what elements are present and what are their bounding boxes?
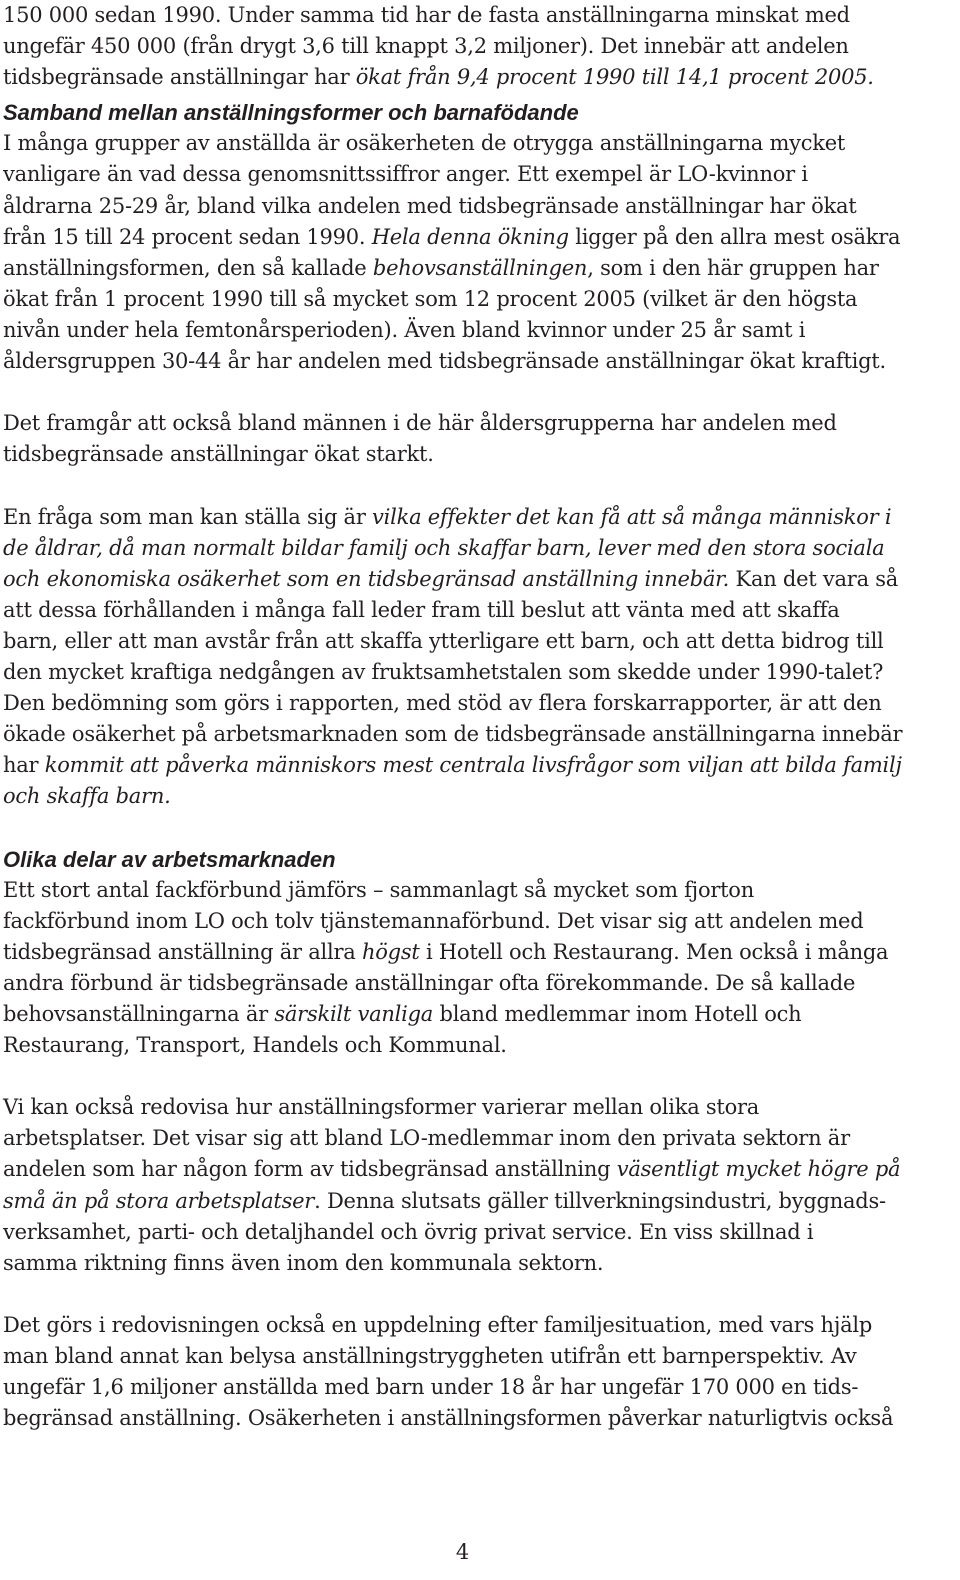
italic-emphasis: särskilt vanliga <box>274 1002 434 1026</box>
italic-emphasis: behovsanställningen <box>372 255 588 280</box>
text-line <box>3 533 955 564</box>
text-line: behovsanställningarna är särskilt vanliga bland medlemmar inom Hotell och <box>3 1002 802 1026</box>
italic-emphasis: Hela denna ökning <box>371 224 569 249</box>
text-line: arbetsplatser. Det visar sig att bland LO-medlemmar inom den privata sektorn är <box>3 1126 850 1151</box>
text-line: anställningsformen, den så kallade behovsanställningen, som i den här gruppen har <box>3 255 879 280</box>
paragraph-samband-2 <box>3 408 955 470</box>
section-heading-olika-delar: Olika delar av arbetsmarknaden <box>3 846 336 872</box>
italic-emphasis: väsentligt mycket högre på <box>616 1157 901 1182</box>
text-line: man bland annat kan belysa anställningstryggheten utifrån ett barnperspektiv. Av <box>3 1344 857 1369</box>
text-line: ungefär 450 000 (från drygt 3,6 till knappt 3,2 miljoner). Det innebär att andelen <box>3 34 849 59</box>
text-line: små än på stora arbetsplatser. Denna slutsats gäller tillverkningsindustri, byggnads- <box>3 1188 886 1213</box>
italic-emphasis: och skaffa barn. <box>3 784 171 809</box>
text-line: Ett stort antal fackförbund jämförs – sammanlagt så mycket som fjorton <box>3 877 754 902</box>
paragraph-olika-1 <box>3 875 955 1062</box>
italic-emphasis: högst <box>361 939 420 964</box>
paragraph-olika-2 <box>3 1092 955 1279</box>
intro-paragraph <box>3 0 955 93</box>
text-line: verksamhet, parti- och detaljhandel och övrig privat service. En viss skillnad i <box>3 1219 814 1244</box>
italic-emphasis: vilka effekter det kan få att så många människor i <box>372 504 892 529</box>
paragraph-gap <box>3 1279 955 1310</box>
text-line: åldrarna 25-29 år, bland vilka andelen med tidsbegränsade anställningar har ökat <box>3 193 857 218</box>
text-line: begränsad anställning. Osäkerheten i anställningsformen påverkar naturligtvis också <box>3 1406 894 1431</box>
italic-emphasis: kommit att påverka människors mest centrala livsfrågor som viljan att bilda familj <box>44 753 902 778</box>
section-heading-samband: Samband mellan anställningsformer och barnafödande <box>3 100 579 126</box>
text-line: 150 000 sedan 1990. Under samma tid har de fasta anställningarna minskat med <box>3 3 850 27</box>
paragraph-samband-3 <box>3 502 955 813</box>
paragraph-gap <box>3 812 955 843</box>
paragraph-samband-1 <box>3 128 955 377</box>
text-line: Det framgår att också bland männen i de här åldersgrupperna har andelen med <box>3 411 837 436</box>
text-line: har kommit att påverka människors mest centrala livsfrågor som viljan att bilda familj <box>3 753 902 778</box>
text-line: ökat från 1 procent 1990 till så mycket som 12 procent 2005 (vilket är den högsta <box>3 286 858 311</box>
text-line: barn, eller att man avstår från att skaffa ytterligare ett barn, och att detta bidrog till <box>3 628 884 653</box>
text-line: nivån under hela femtonårsperioden). Även bland kvinnor under 25 år samt i <box>3 317 806 342</box>
text-line: från 15 till 24 procent sedan 1990. Hela denna ökning ligger på den allra mest osäkra <box>3 224 901 249</box>
text-line: ungefär 1,6 miljoner anställda med barn under 18 år har ungefär 170 000 en tids- <box>3 1375 859 1400</box>
italic-emphasis: ökat från 9,4 procent 1990 till 14,1 procent 2005. <box>355 65 874 90</box>
text-line: tidsbegränsad anställning är allra högst i Hotell och Restaurang. Men också i många <box>3 939 889 964</box>
italic-emphasis: och ekonomiska osäkerhet som en tidsbegränsad anställning innebär. <box>3 566 730 591</box>
text-line: I många grupper av anställda är osäkerheten de otrygga anställningarna mycket <box>3 131 846 156</box>
text-line: och ekonomiska osäkerhet som en tidsbegränsad anställning innebär. Kan det vara så <box>3 566 899 591</box>
paragraph-gap <box>3 470 955 501</box>
text-line: Det görs i redovisningen också en uppdelning efter familjesituation, med vars hjälp <box>3 1312 873 1337</box>
text-line: fackförbund inom LO och tolv tjänstemannaförbund. Det visar sig att andelen med <box>3 908 864 933</box>
text-line: tidsbegränsade anställningar ökat starkt. <box>3 442 434 467</box>
text-line: ökade osäkerhet på arbetsmarknaden som de tidsbegränsade anställningarna innebär <box>3 722 903 747</box>
text-line: att dessa förhållanden i många fall leder fram till beslut att vänta med att skaffa <box>3 597 840 622</box>
italic-emphasis: små än på stora arbetsplatser <box>3 1188 315 1213</box>
text-line: Vi kan också redovisa hur anställningsformer varierar mellan olika stora <box>3 1095 760 1120</box>
text-line: Den bedömning som görs i rapporten, med stöd av flera forskarrapporter, är att den <box>3 691 882 716</box>
page-number: 4 <box>455 1540 470 1564</box>
text-line: Restaurang, Transport, Handels och Kommunal. <box>3 1033 507 1058</box>
text-line <box>3 781 955 812</box>
text-line: den mycket kraftiga nedgången av fruktsamhetstalen som skedde under 1990-talet? <box>3 659 884 684</box>
text-line: åldersgruppen 30-44 år har andelen med tidsbegränsade anställningar ökat kraftigt. <box>3 349 886 374</box>
text-line: tidsbegränsade anställningar har ökat från 9,4 procent 1990 till 14,1 procent 2005. <box>3 65 874 90</box>
text-line: samma riktning finns även inom den kommunala sektorn. <box>3 1250 604 1275</box>
paragraph-gap <box>3 1061 955 1092</box>
text-line: andelen som har någon form av tidsbegränsad anställning väsentligt mycket högre på <box>3 1157 901 1182</box>
text-line: En fråga som man kan ställa sig är vilka effekter det kan få att så många människor i <box>3 504 892 529</box>
paragraph-olika-3 <box>3 1310 955 1434</box>
paragraph-gap <box>3 377 955 408</box>
document-page <box>3 0 955 1434</box>
text-line: andra förbund är tidsbegränsade anställningar ofta förekommande. De så kallade <box>3 970 856 995</box>
italic-emphasis: de åldrar, då man normalt bildar familj och skaffar barn, lever med den stora sociala <box>3 535 885 560</box>
text-line: vanligare än vad dessa genomsnittssiffror anger. Ett exempel är LO-kvinnor i <box>3 162 808 187</box>
